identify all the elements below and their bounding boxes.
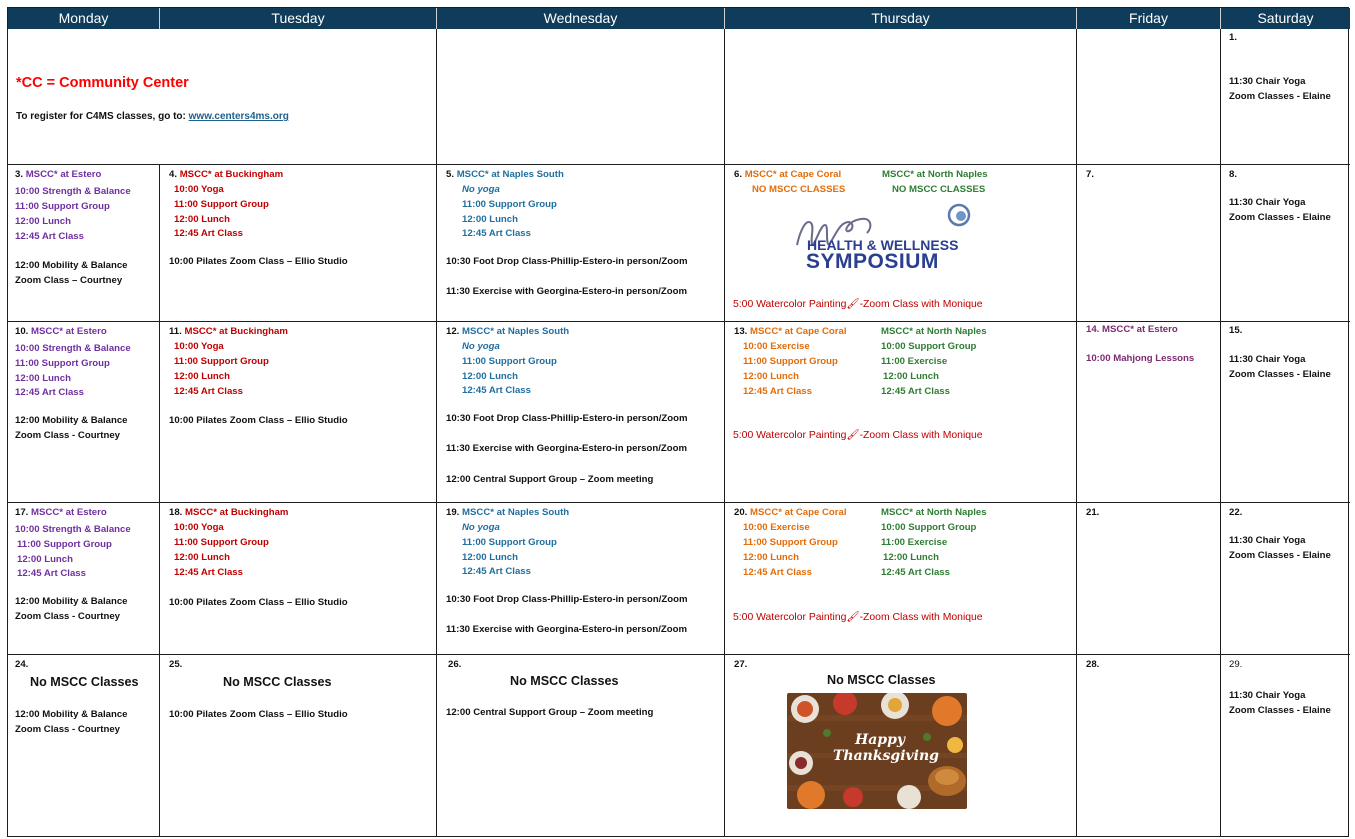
event-line: 10:00 Strength & Balance bbox=[15, 524, 131, 535]
event-line: 10:00 Support Group bbox=[881, 341, 977, 352]
no-classes-note: No MSCC Classes bbox=[30, 675, 139, 689]
event-line: 10:00 Support Group bbox=[881, 522, 977, 533]
event-line: 11:00 Exercise bbox=[881, 356, 948, 367]
event-line: 11:00 Support Group bbox=[174, 356, 269, 367]
zoom-line: 10:00 Pilates Zoom Class – Ellio Studio bbox=[169, 415, 348, 426]
watercolor-line: 5:00 Watercolor Painting🖌-Zoom Class with Monique bbox=[733, 612, 983, 623]
event-line: Zoom Classes - Elaine bbox=[1229, 705, 1331, 716]
zoom-line: 12:00 Central Support Group – Zoom meeting bbox=[446, 707, 654, 718]
day-cell-blank bbox=[437, 29, 725, 165]
event-line: No yoga bbox=[462, 184, 500, 195]
event-line: 12:45 Art Class bbox=[174, 228, 243, 239]
event-line: 10:00 Yoga bbox=[174, 341, 224, 352]
day-header bbox=[734, 169, 841, 180]
location: MSCC* at Estero bbox=[31, 326, 107, 337]
event-line: 12:45 Art Class bbox=[462, 228, 531, 239]
zoom-line: 12:00 Mobility & Balance bbox=[15, 596, 128, 607]
location: MSCC* at Cape Coral bbox=[744, 169, 842, 180]
event-line: 12:00 Lunch bbox=[883, 371, 939, 382]
day-header bbox=[169, 326, 288, 337]
day-number: 12. bbox=[446, 326, 460, 337]
day-header bbox=[446, 507, 569, 518]
event-line: 12:00 Lunch bbox=[462, 214, 518, 225]
location: MSCC* at North Naples bbox=[881, 326, 987, 337]
legend-cell bbox=[8, 29, 437, 165]
event-line: 12:00 Lunch bbox=[174, 371, 230, 382]
day-header bbox=[1086, 324, 1178, 335]
event-line: 10:00 Exercise bbox=[743, 341, 810, 352]
event-line: 12:00 Lunch bbox=[174, 552, 230, 563]
event-line: 12:45 Art Class bbox=[17, 568, 86, 579]
thanksgiving-text-2: Thanksgiving bbox=[833, 748, 939, 764]
day-cell-21 bbox=[1077, 503, 1221, 655]
event-line: Zoom Classes - Elaine bbox=[1229, 212, 1331, 223]
location: MSCC* at North Naples bbox=[881, 507, 987, 518]
event-line: 12:00 Lunch bbox=[15, 373, 71, 384]
day-number: 18. bbox=[169, 507, 183, 518]
cc-note: *CC = Community Center bbox=[16, 75, 189, 91]
day-number: 24. bbox=[15, 659, 29, 670]
zoom-line: 10:00 Pilates Zoom Class – Ellio Studio bbox=[169, 256, 348, 267]
day-header bbox=[15, 326, 107, 337]
event-line: 10:00 Strength & Balance bbox=[15, 186, 131, 197]
day-number: 17. bbox=[15, 507, 29, 518]
event-line: 11:00 Support Group bbox=[15, 201, 110, 212]
event-line: 12:45 Art Class bbox=[881, 386, 950, 397]
day-cell-12 bbox=[437, 322, 725, 503]
zoom-line: 12:00 Central Support Group – Zoom meeting bbox=[446, 474, 654, 485]
day-cell-18 bbox=[160, 503, 437, 655]
day-number: 8. bbox=[1229, 169, 1238, 180]
no-classes: NO MSCC CLASSES bbox=[752, 184, 846, 195]
header-tuesday: Tuesday bbox=[160, 8, 437, 29]
event-line: 11:30 Chair Yoga bbox=[1229, 354, 1306, 365]
location: MSCC* at Buckingham bbox=[184, 326, 288, 337]
location: MSCC* at Naples South bbox=[462, 507, 570, 518]
no-classes: NO MSCC CLASSES bbox=[892, 184, 986, 195]
zoom-line: 12:00 Mobility & Balance bbox=[15, 260, 128, 271]
location: MSCC* at Buckingham bbox=[179, 169, 284, 180]
thanksgiving-text-1: Happy bbox=[855, 732, 906, 748]
day-number: 15. bbox=[1229, 325, 1243, 336]
event-line: 12:45 Art Class bbox=[462, 385, 531, 396]
day-number: 27. bbox=[734, 659, 748, 670]
day-cell-blank bbox=[725, 29, 1077, 165]
event-line: No yoga bbox=[462, 522, 500, 533]
day-header bbox=[169, 507, 288, 518]
event-line: 11:00 Support Group bbox=[15, 358, 110, 369]
day-cell-26 bbox=[437, 655, 725, 836]
event-line: 12:45 Art Class bbox=[15, 387, 84, 398]
location: MSCC* at Estero bbox=[25, 169, 102, 180]
day-number: 3. bbox=[15, 169, 24, 180]
day-cell-8 bbox=[1221, 165, 1350, 322]
location: MSCC* at Buckingham bbox=[185, 507, 289, 518]
event-line: 10:00 Yoga bbox=[174, 184, 224, 195]
zoom-line: 10:00 Pilates Zoom Class – Ellio Studio bbox=[169, 709, 348, 720]
day-cell-17 bbox=[8, 503, 160, 655]
event-line: Zoom Classes - Elaine bbox=[1229, 550, 1331, 561]
day-cell-15 bbox=[1221, 322, 1350, 503]
day-number: 21. bbox=[1086, 507, 1100, 518]
day-header bbox=[15, 169, 101, 180]
zoom-line: 10:30 Foot Drop Class-Phillip-Estero-in person/Zoom bbox=[446, 256, 688, 267]
day-cell-11 bbox=[160, 322, 437, 503]
november-calendar bbox=[7, 7, 1349, 837]
event-line: 12:45 Art Class bbox=[881, 567, 950, 578]
day-number: 19. bbox=[446, 507, 460, 518]
location: MSCC* at Estero bbox=[1102, 324, 1178, 335]
day-number: 26. bbox=[448, 659, 462, 670]
event-line: 12:00 Lunch bbox=[743, 552, 799, 563]
event-line: 10:00 Exercise bbox=[743, 522, 810, 533]
header-thursday: Thursday bbox=[725, 8, 1077, 29]
day-cell-20 bbox=[725, 503, 1077, 655]
day-number: 7. bbox=[1086, 169, 1095, 180]
event-line: 12:00 Lunch bbox=[462, 552, 518, 563]
no-classes-note: No MSCC Classes bbox=[827, 673, 936, 687]
zoom-line: Zoom Class - Courtney bbox=[15, 724, 121, 735]
event-line: 11:00 Support Group bbox=[174, 537, 269, 548]
event-line: 11:30 Chair Yoga bbox=[1229, 690, 1306, 701]
day-cell-10 bbox=[8, 322, 160, 503]
day-cell-7 bbox=[1077, 165, 1221, 322]
event-line: 11:00 Exercise bbox=[881, 537, 948, 548]
header-wednesday: Wednesday bbox=[437, 8, 725, 29]
day-number: 20. bbox=[734, 507, 748, 518]
day-cell-28 bbox=[1077, 655, 1221, 836]
event-line: 11:00 Support Group bbox=[462, 537, 557, 548]
day-cell-3 bbox=[8, 165, 160, 322]
zoom-line: Zoom Class - Courtney bbox=[15, 611, 121, 622]
event-line: 12:45 Art Class bbox=[174, 567, 243, 578]
header-saturday: Saturday bbox=[1221, 8, 1350, 29]
location: MSCC* at North Naples bbox=[882, 169, 988, 180]
event-line: 11:30 Chair Yoga bbox=[1229, 197, 1306, 208]
day-number: 29. bbox=[1229, 659, 1243, 670]
thanksgiving-image bbox=[787, 693, 967, 809]
event-line: 12:45 Art Class bbox=[743, 386, 812, 397]
day-cell-27 bbox=[725, 655, 1077, 836]
zoom-line: Zoom Class - Courtney bbox=[15, 430, 121, 441]
event-line: 11:00 Support Group bbox=[743, 356, 838, 367]
day-cell-blank bbox=[1077, 29, 1221, 165]
event-line: 11:30 Chair Yoga bbox=[1229, 76, 1306, 87]
symposium-subtitle: SYMPOSIUM bbox=[806, 250, 939, 273]
event-line: 12:45 Art Class bbox=[743, 567, 812, 578]
event-line: 10:00 Yoga bbox=[174, 522, 224, 533]
event-line: 12:45 Art Class bbox=[462, 566, 531, 577]
event-line: 12:00 Lunch bbox=[743, 371, 799, 382]
watercolor-line: 5:00 Watercolor Painting🖌-Zoom Class with Monique bbox=[733, 430, 983, 441]
header-monday: Monday bbox=[8, 8, 160, 29]
day-cell-25 bbox=[160, 655, 437, 836]
no-classes-note: No MSCC Classes bbox=[510, 674, 619, 688]
day-number: 6. bbox=[734, 169, 743, 180]
day-cell-29 bbox=[1221, 655, 1350, 836]
day-cell-13 bbox=[725, 322, 1077, 503]
event-line: 12:00 Lunch bbox=[462, 371, 518, 382]
location: MSCC* at Naples South bbox=[462, 326, 570, 337]
event-line: 10:00 Strength & Balance bbox=[15, 343, 131, 354]
day-number: 22. bbox=[1229, 507, 1243, 518]
day-number: 25. bbox=[169, 659, 183, 670]
day-cell-14 bbox=[1077, 322, 1221, 503]
event-line: 12:45 Art Class bbox=[174, 386, 243, 397]
event-line: 12:00 Lunch bbox=[174, 214, 230, 225]
location: MSCC* at Naples South bbox=[456, 169, 564, 180]
location: MSCC* at Estero bbox=[31, 507, 107, 518]
event-line: No yoga bbox=[462, 341, 500, 352]
day-header bbox=[15, 507, 107, 518]
zoom-line: Zoom Class – Courtney bbox=[15, 275, 123, 286]
day-header bbox=[734, 326, 847, 337]
day-number: 13. bbox=[734, 326, 748, 337]
event-line: 11:30 Chair Yoga bbox=[1229, 535, 1306, 546]
zoom-line: 10:30 Foot Drop Class-Phillip-Estero-in person/Zoom bbox=[446, 413, 688, 424]
day-cell-1 bbox=[1221, 29, 1350, 165]
zoom-line: 10:30 Foot Drop Class-Phillip-Estero-in person/Zoom bbox=[446, 594, 688, 605]
event-line: 10:00 Mahjong Lessons bbox=[1086, 353, 1195, 364]
event-line: 11:00 Support Group bbox=[462, 356, 557, 367]
day-number: 4. bbox=[169, 169, 178, 180]
day-number: 5. bbox=[446, 169, 455, 180]
event-line: 11:00 Support Group bbox=[174, 199, 269, 210]
day-cell-4 bbox=[160, 165, 437, 322]
day-cell-24 bbox=[8, 655, 160, 836]
register-note bbox=[16, 111, 289, 122]
event-line: Zoom Classes - Elaine bbox=[1229, 369, 1331, 380]
event-line: 11:00 Support Group bbox=[462, 199, 557, 210]
day-number: 10. bbox=[15, 326, 29, 337]
event-line: 11:00 Support Group bbox=[17, 539, 112, 550]
day-cell-22 bbox=[1221, 503, 1350, 655]
register-link[interactable]: www.centers4ms.org bbox=[188, 111, 289, 122]
location: MSCC* at Cape Coral bbox=[750, 507, 847, 518]
day-cell-5 bbox=[437, 165, 725, 322]
day-cell-6 bbox=[725, 165, 1077, 322]
event-line: 12:00 Lunch bbox=[15, 216, 71, 227]
zoom-line: 10:00 Pilates Zoom Class – Ellio Studio bbox=[169, 597, 348, 608]
event-line: 12:00 Lunch bbox=[17, 554, 73, 565]
day-header bbox=[169, 169, 283, 180]
day-number: 28. bbox=[1086, 659, 1100, 670]
day-number: 14. bbox=[1086, 324, 1100, 335]
zoom-line: 12:00 Mobility & Balance bbox=[15, 709, 128, 720]
zoom-line: 12:00 Mobility & Balance bbox=[15, 415, 128, 426]
zoom-line: 11:30 Exercise with Georgina-Estero-in person/Zoom bbox=[446, 286, 687, 297]
no-classes-note: No MSCC Classes bbox=[223, 675, 332, 689]
day-number: 1. bbox=[1229, 32, 1238, 43]
day-number: 11. bbox=[169, 326, 182, 337]
event-line: 12:00 Lunch bbox=[883, 552, 939, 563]
day-header bbox=[734, 507, 847, 518]
day-header bbox=[446, 326, 569, 337]
event-line: 11:00 Support Group bbox=[743, 537, 838, 548]
day-header bbox=[446, 169, 564, 180]
day-cell-19 bbox=[437, 503, 725, 655]
header-friday: Friday bbox=[1077, 8, 1221, 29]
zoom-line: 11:30 Exercise with Georgina-Estero-in person/Zoom bbox=[446, 443, 687, 454]
event-line: 12:45 Art Class bbox=[15, 231, 84, 242]
zoom-line: 11:30 Exercise with Georgina-Estero-in person/Zoom bbox=[446, 624, 687, 635]
symposium-title: HEALTH & WELLNESS bbox=[807, 237, 959, 253]
register-text: To register for C4MS classes, go to: bbox=[16, 111, 186, 122]
location: MSCC* at Cape Coral bbox=[750, 326, 847, 337]
watercolor-line: 5:00 Watercolor Painting🖌-Zoom Class with Monique bbox=[733, 299, 983, 310]
event-line: Zoom Classes - Elaine bbox=[1229, 91, 1331, 102]
